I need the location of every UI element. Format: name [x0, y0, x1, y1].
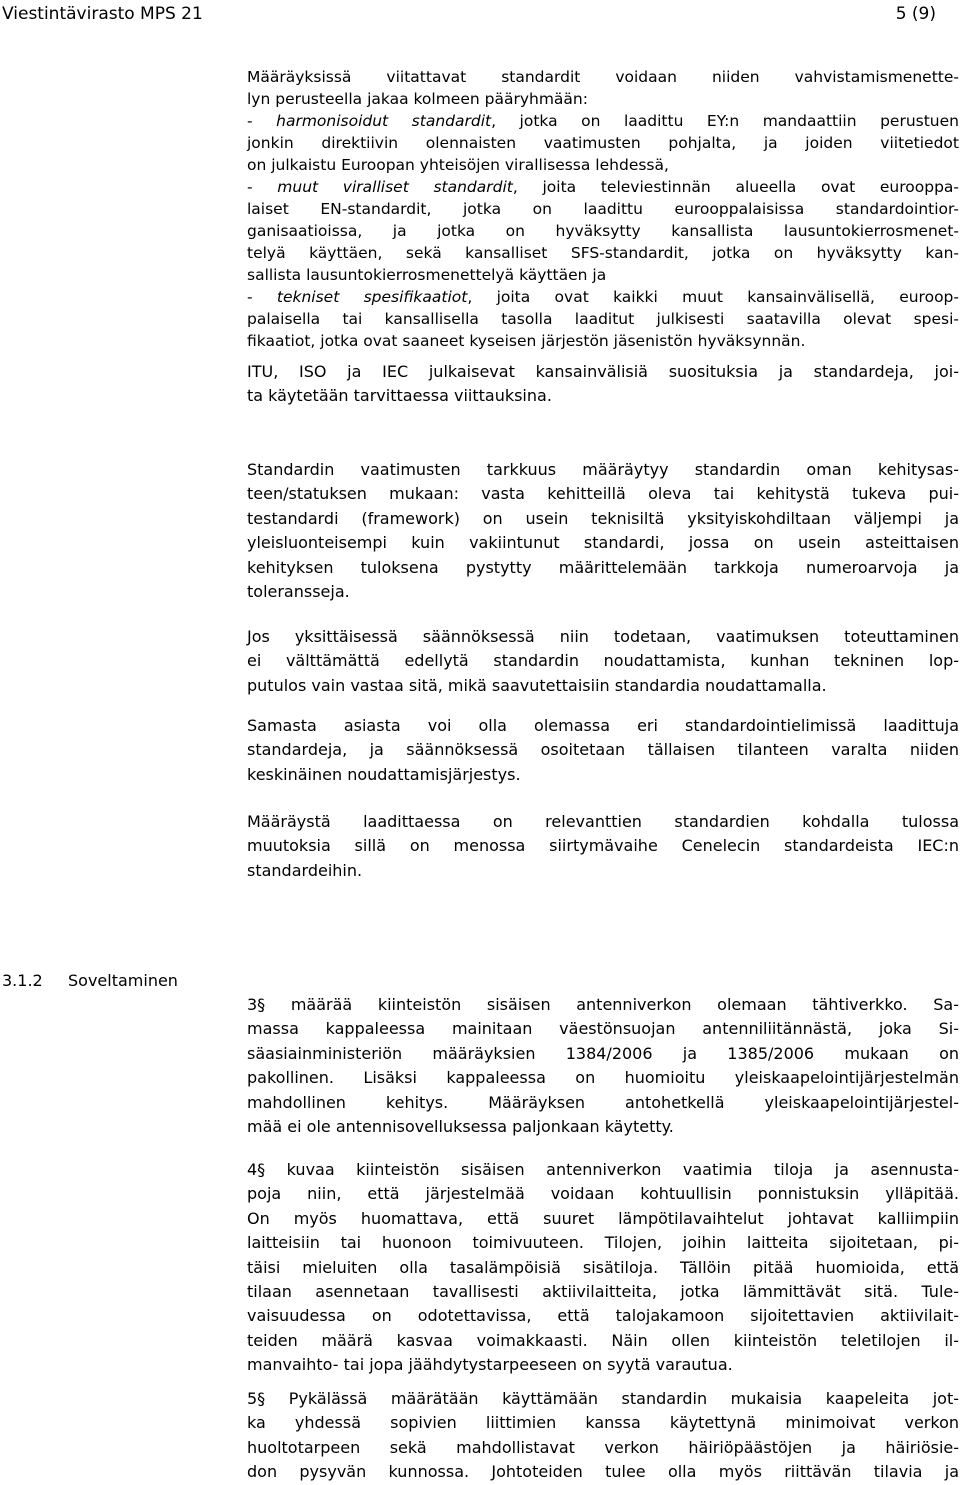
text-line: Määräyksissä viitattavat standardit voidaan niiden vahvistamismenette- — [247, 68, 959, 86]
header-page-number: 5 (9) — [895, 4, 936, 24]
emphasized-term: tekniset spesifikaatiot — [276, 288, 468, 306]
text-line: 3§ määrää kiinteistön sisäisen antenniverkon olemaan tähtiverkko. Sa- — [247, 995, 959, 1014]
paragraph-cenelec-transition — [247, 810, 959, 883]
text-line: vaisuudessa on odotettavissa, että talojakamoon sijoitettavien aktiivilait- — [247, 1306, 959, 1326]
text-line: laiset EN-standardit, jotka on laadittu eurooppalaisissa standardointior- — [247, 200, 959, 218]
text-line: ei välttämättä edellytä standardin noudattamista, kunhan tekninen lop- — [247, 651, 959, 671]
text-line: telyä käyttäen, sekä kansalliset SFS-standardit, jotka on hyväksytty kan- — [247, 244, 959, 262]
paragraph-standard-groups — [247, 66, 959, 352]
text-line: säasiainministeriön määräyksien 1384/2006 ja 1385/2006 mukaan on — [247, 1043, 959, 1063]
paragraph-standard-accuracy — [247, 458, 959, 604]
text-line: täisi mieluiten olla tasalämpöisiä sisätiloja. Tällöin pitää huomioida, että — [247, 1257, 959, 1277]
text-line: ITU, ISO ja IEC julkaisevat kansainvälisiä suosituksia ja standardeja, joi- — [247, 362, 959, 381]
text-line: teen/statuksen mukaan: vasta kehitteillä oleva tai kehitystä tukeva pui- — [247, 484, 959, 504]
list-bullet: - — [247, 288, 277, 306]
section-number: 3.1.2 — [2, 971, 43, 990]
text-line: standardeihin. — [247, 860, 363, 880]
text-line: muutoksia sillä on menossa siirtymävaihe Cenelecin standardeista IEC:n — [247, 836, 959, 856]
section-title: Soveltaminen — [68, 971, 178, 990]
list-bullet: - — [247, 112, 277, 130]
text-line: 4§ kuvaa kiinteistön sisäisen antenniverkon vaatimia tiloja ja asennusta- — [247, 1160, 959, 1179]
text-line: putulos vain vastaa sitä, mikä saavutettaisiin standardia noudattamalla. — [247, 675, 827, 695]
text-line: don pysyvän kunnossa. Johtoteiden tulee olla myös riittävän tilavia ja — [247, 1462, 959, 1482]
text-line: testandardi (framework) on usein teknisiltä yksityiskohdiltaan väljempi ja — [247, 508, 959, 528]
emphasized-term: harmonisoidut standardit — [276, 112, 492, 130]
paragraph-single-provision — [247, 625, 959, 698]
text-line: 5§ Pykälässä määrätään käyttämään standardin mukaisia kaapeleita jot- — [247, 1389, 959, 1408]
text-line: mahdollinen kehitys. Määräyksen antohetkellä yleiskaapelointijärjestel- — [247, 1092, 959, 1112]
line-rest: , jotka on laadittu EY:n mandaattiin perustuen — [491, 112, 959, 130]
paragraph-section-5 — [247, 1387, 959, 1485]
text-line: sallista lausuntokierrosmenettelyä käyttäen ja — [247, 266, 607, 284]
text-line: jonkin direktiivin olennaisten vaatimusten pohjalta, ja joiden viitetiedot — [247, 134, 959, 152]
text-line — [247, 176, 959, 198]
text-line: keskinäinen noudattamisjärjestys. — [247, 764, 521, 784]
text-line: ka yhdessä sopivien liittimien kanssa käytettynä minimoivat verkon — [247, 1413, 959, 1433]
list-bullet: - — [247, 178, 278, 196]
line-rest: , joita ovat kaikki muut kansainvälisellä, euroop- — [467, 288, 959, 306]
text-line: ta käytetään tarvittaessa viittauksina. — [247, 386, 552, 406]
text-line: Samasta asiasta voi olla olemassa eri standardointielimissä laadittuja — [247, 716, 959, 735]
text-line: standardeja, ja säännöksessä osoitetaan tällaisen tilanteen varalta niiden — [247, 740, 959, 760]
text-line: manvaihto- tai jopa jäähdytystarpeeseen on syytä varautua. — [247, 1355, 733, 1375]
text-line: mää ei ole antennisovelluksessa paljonkaan käytetty. — [247, 1116, 674, 1136]
text-line: palaisella tai kansallisella tasolla laaditut julkisesti saatavilla olevat spesi- — [247, 310, 959, 328]
text-line: huoltotarpeen sekä mahdollistavat verkon häiriöpäästöjen ja häiriösie- — [247, 1437, 959, 1457]
text-line: poja niin, että järjestelmää voidaan kohtuullisin ponnistuksin ylläpitää. — [247, 1184, 959, 1204]
text-line: pakollinen. Lisäksi kappaleessa on huomioitu yleiskaapelointijärjestelmän — [247, 1068, 959, 1088]
paragraph-section-4 — [247, 1158, 959, 1378]
text-line: fikaatiot, jotka ovat saaneet kyseisen järjestön jäsenistön hyväksynnän. — [247, 332, 806, 350]
text-line: lyn perusteella jakaa kolmeen pääryhmään: — [247, 90, 588, 108]
text-line: On myös huomattava, että suuret lämpötilavaihtelut johtavat kalliimpiin — [247, 1208, 959, 1228]
text-line: teiden määrä kasvaa voimakkaasti. Näin ollen kiinteistön teletilojen il- — [247, 1330, 959, 1350]
text-line: Määräystä laadittaessa on relevanttien standardien kohdalla tulossa — [247, 812, 959, 831]
paragraph-multiple-standards — [247, 714, 959, 787]
header-document-title: Viestintävirasto MPS 21 — [2, 4, 203, 24]
text-line: ganisaatioissa, ja jotka on hyväksytty kansallista lausuntokierrosmenet- — [247, 222, 959, 240]
paragraph-itu-iso-iec — [247, 360, 959, 409]
text-line: kehityksen tuloksena pystytty määrittelemään tarkkoja numeroarvoja ja — [247, 557, 959, 577]
text-line: Standardin vaatimusten tarkkuus määräytyy standardin oman kehitysas- — [247, 460, 959, 479]
text-line: yleisluonteisempi kuin vakiintunut standardi, jossa on usein asteittaisen — [247, 533, 959, 553]
paragraph-section-3 — [247, 993, 959, 1139]
line-rest: , joita televiestinnän alueella ovat eurooppa- — [512, 178, 959, 196]
text-line: Jos yksittäisessä säännöksessä niin todetaan, vaatimuksen toteuttaminen — [247, 627, 959, 646]
text-line — [247, 110, 959, 132]
text-line: massa kappaleessa mainitaan väestönsuojan antenniliitännästä, joka Si- — [247, 1019, 959, 1039]
text-line — [247, 286, 959, 308]
text-line: on julkaistu Euroopan yhteisöjen virallisessa lehdessä, — [247, 156, 669, 174]
text-line: tilaan asennetaan tavallisesti aktiivilaitteita, jotka lämmittävät sitä. Tule- — [247, 1281, 959, 1301]
text-line: toleransseja. — [247, 581, 350, 601]
emphasized-term: muut viralliset standardit — [277, 178, 513, 196]
text-line: laitteisiin tai huonoon toimivuuteen. Tilojen, joihin laitteita sijoitetaan, pi- — [247, 1233, 959, 1253]
